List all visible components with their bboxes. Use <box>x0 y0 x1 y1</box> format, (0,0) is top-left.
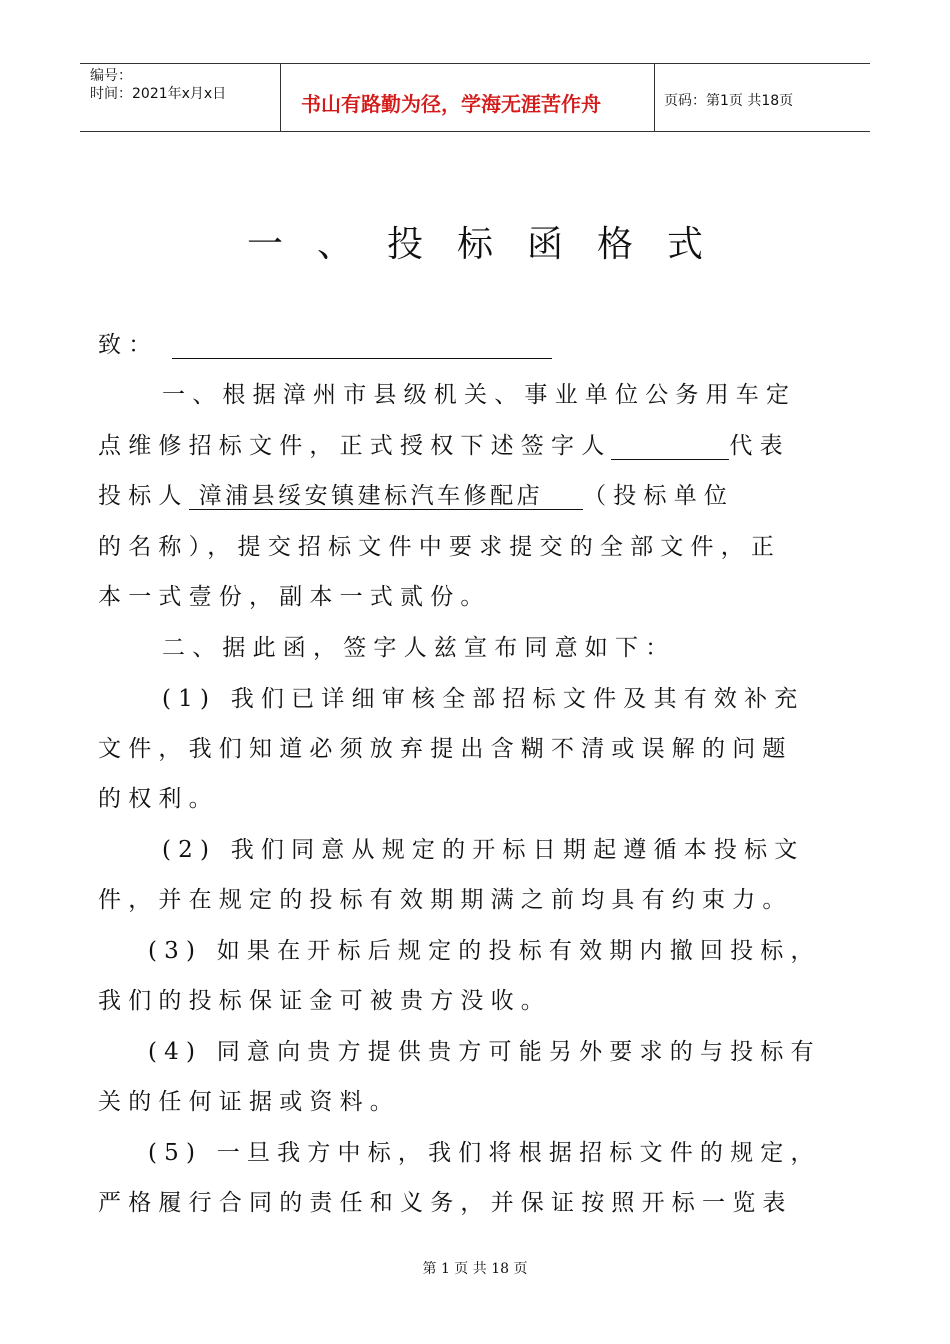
body-text: （投标单位 <box>583 483 735 509</box>
body-line: 件，并在规定的投标有效期期满之前均具有约束力。 <box>98 887 793 913</box>
body-line: 我们的投标保证金可被贵方没收。 <box>98 988 551 1014</box>
header-meta <box>80 64 281 131</box>
addressee-line <box>98 326 858 359</box>
page-info: 页码：第1页 共18页 <box>664 93 794 109</box>
page-footer: 第 1 页 共 18 页 <box>422 1261 528 1277</box>
page-title: 一、投标函格式 <box>246 224 737 265</box>
time-label: 时间：2021年x月x日 <box>90 86 227 102</box>
body-line: (1) 我们已详细审核全部招标文件及其有效补充 <box>162 686 805 712</box>
motto-text: 书山有路勤为径，学海无涯苦作舟 <box>301 92 601 116</box>
body-line: 文件，我们知道必须放弃提出含糊不清或误解的问题 <box>98 736 793 762</box>
body-line: 本一式壹份，副本一式贰份。 <box>98 584 491 610</box>
body-line: (3) 如果在开标后规定的投标有效期内撤回投标， <box>148 938 821 964</box>
body-text: 点维修招标文件，正式授权下述签字人 <box>98 433 612 459</box>
body-line: 关的任何证据或资料。 <box>98 1089 400 1115</box>
signatory-blank <box>611 437 729 460</box>
body-line: (4) 同意向贵方提供贵方可能另外要求的与投标有 <box>148 1039 821 1065</box>
body-line: 一、根据漳州市县级机关、事业单位公务用车定 <box>162 382 797 408</box>
header-page-cell <box>656 64 870 131</box>
body-line: (2) 我们同意从规定的开标日期起遵循本投标文 <box>162 837 805 863</box>
body-line <box>98 427 858 460</box>
body-line: (5) 一旦我方中标，我们将根据招标文件的规定， <box>148 1140 821 1166</box>
body-text: 投标人 <box>98 483 189 509</box>
number-label: 编号： <box>90 68 132 84</box>
addressee-blank <box>172 336 552 359</box>
body-line: 的权利。 <box>98 786 219 812</box>
body-line <box>98 477 858 510</box>
to-label: 致： <box>98 332 159 358</box>
document-header <box>80 63 870 132</box>
bidder-name: 漳浦县绥安镇建标汽车修配店 <box>189 483 584 510</box>
body-line: 二、据此函，签字人兹宣布同意如下： <box>162 635 676 661</box>
body-line: 的名称），提交招标文件中要求提交的全部文件，正 <box>98 534 782 560</box>
body-text: 代表 <box>729 433 790 459</box>
body-line: 严格履行合同的责任和义务，并保证按照开标一览表 <box>98 1190 793 1216</box>
header-motto-cell <box>281 64 655 131</box>
